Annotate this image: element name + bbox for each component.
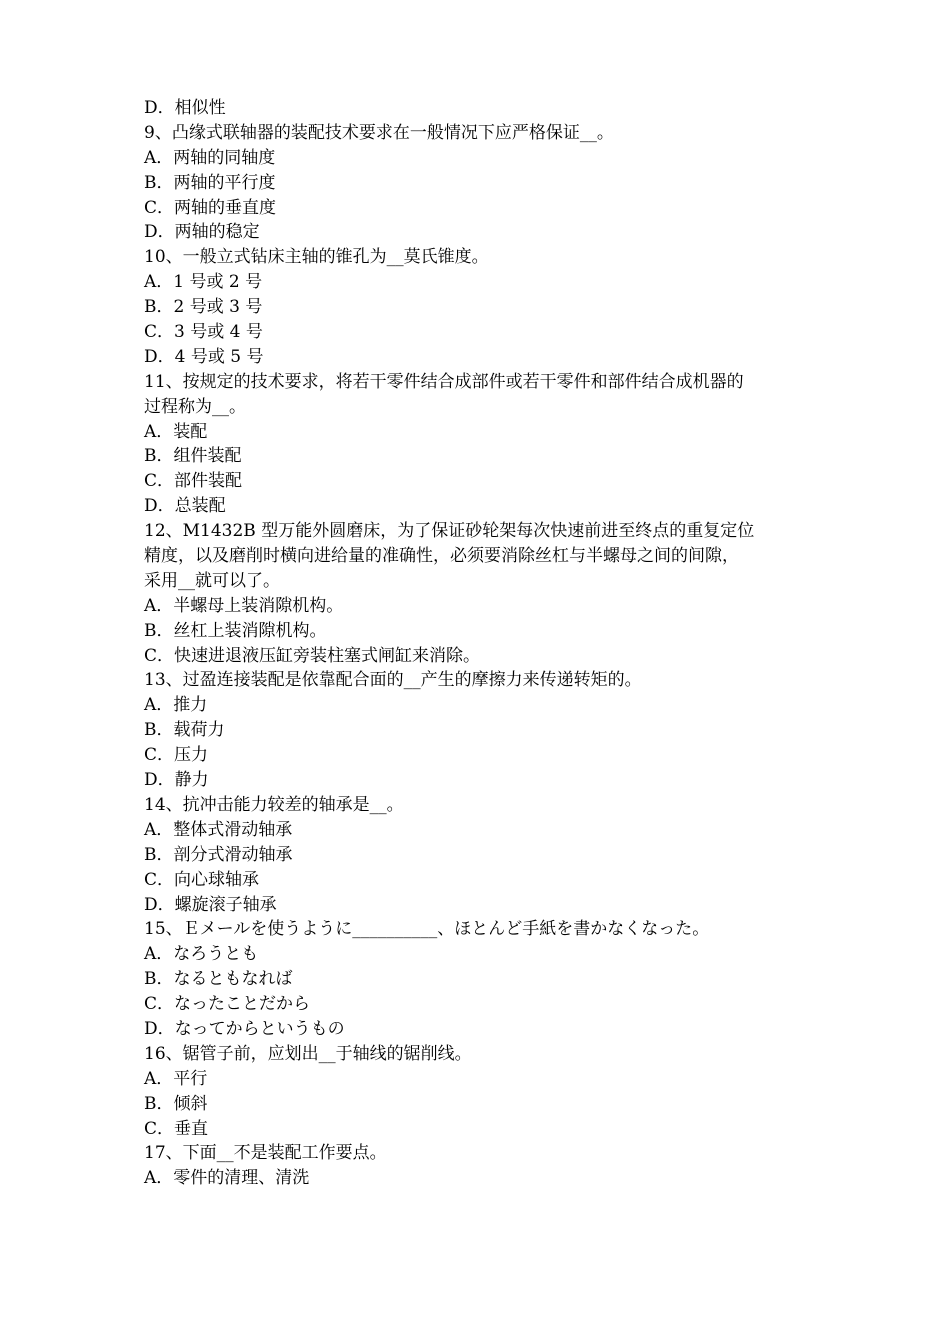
option-line: A．平行	[144, 1068, 208, 1089]
question-9: 9、凸缘式联轴器的装配技术要求在一般情况下应严格保证__。	[144, 122, 614, 143]
option-line: A．なろうとも	[144, 944, 259, 965]
option-line: C．部件装配	[144, 471, 243, 492]
question-12-cont: 精度，以及磨削时横向进给量的准确性，必须要消除丝杠与半螺母之间的间隙，	[144, 546, 739, 567]
option-line: B．倾斜	[144, 1093, 208, 1114]
option-line: B．なるともなれば	[144, 969, 293, 990]
option-line: B．2 号或 3 号	[144, 297, 263, 318]
option-line: D．なってからというもの	[144, 1018, 345, 1039]
option-line: C．两轴的垂直度	[144, 197, 277, 218]
option-line: B．丝杠上装消隙机构。	[144, 620, 327, 641]
option-line: A．半螺母上装消隙机构。	[144, 595, 344, 616]
option-line: D．螺旋滚子轴承	[144, 894, 277, 915]
option-line: A．1 号或 2 号	[144, 272, 263, 293]
option-line: C．垂直	[144, 1118, 209, 1139]
option-line: B．载荷力	[144, 720, 225, 741]
option-line: D．静力	[144, 770, 209, 791]
document-page	[144, 96, 814, 1191]
option-line: A．推力	[144, 695, 208, 716]
question-15: 15、Ｅメールを使うように__________、ほとんど手紙を書かなくなった。	[144, 919, 710, 940]
option-line: D．两轴的稳定	[144, 222, 260, 243]
option-line: C．なったことだから	[144, 994, 311, 1015]
question-11-cont: 过程称为__。	[144, 396, 246, 417]
option-line: B．剖分式滑动轴承	[144, 844, 293, 865]
question-11: 11、按规定的技术要求，将若干零件结合成部件或若干零件和部件结合成机器的	[144, 371, 744, 392]
option-line: D．4 号或 5 号	[144, 346, 264, 367]
question-17: 17、下面__不是装配工作要点。	[144, 1143, 387, 1164]
text-line: D．相似性	[144, 98, 226, 118]
question-12: 12、M1432B 型万能外圆磨床，为了保证砂轮架每次快速前进至终点的重复定位	[144, 521, 755, 542]
question-13: 13、过盈连接装配是依靠配合面的__产生的摩擦力来传递转矩的。	[144, 670, 642, 691]
option-line: B．组件装配	[144, 446, 242, 467]
option-line: A．装配	[144, 421, 208, 442]
question-12-cont: 采用__就可以了。	[144, 570, 280, 591]
option-line: D．总装配	[144, 496, 226, 517]
option-line: B．两轴的平行度	[144, 172, 276, 193]
question-10: 10、一般立式钻床主轴的锥孔为__莫氏锥度。	[144, 247, 489, 268]
option-line: A．零件的清理、清洗	[144, 1168, 310, 1189]
option-line: C．压力	[144, 745, 209, 766]
option-line: A．整体式滑动轴承	[144, 819, 293, 840]
option-line: C．向心球轴承	[144, 869, 260, 890]
option-line: C．快速进退液压缸旁装柱塞式闸缸来消除。	[144, 645, 481, 666]
question-14: 14、抗冲击能力较差的轴承是__。	[144, 794, 404, 815]
option-line: A．两轴的同轴度	[144, 147, 276, 168]
question-16: 16、锯管子前，应划出__于轴线的锯削线。	[144, 1043, 472, 1064]
option-line: C．3 号或 4 号	[144, 322, 263, 343]
